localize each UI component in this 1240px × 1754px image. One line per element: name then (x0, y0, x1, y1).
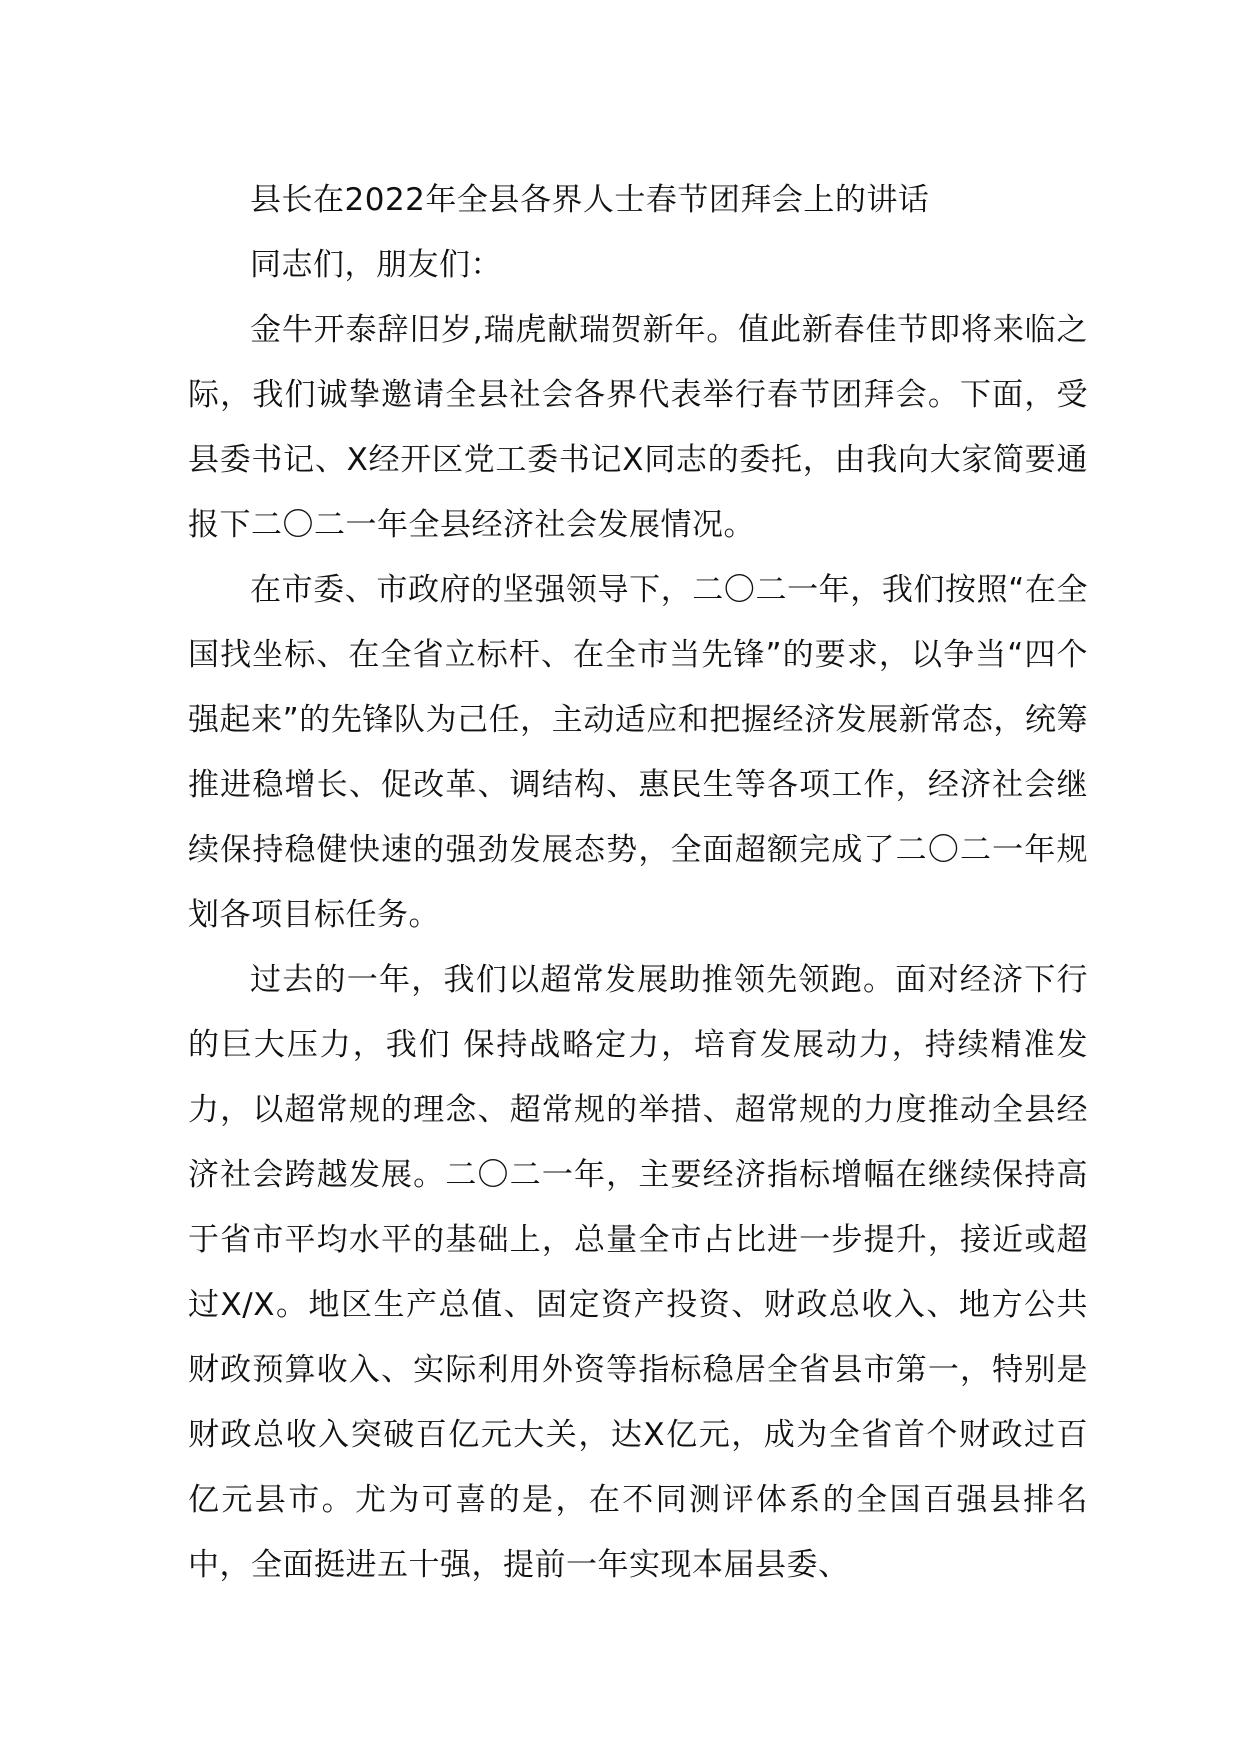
speech-title: 县长在2022年全县各界人士春节团拜会上的讲话 (250, 182, 930, 218)
document-body (188, 168, 1088, 1598)
paragraph-opening: 金牛开泰辞旧岁,瑞虎献瑞贺新年。值此新春佳节即将来临之际，我们诚挚邀请全县社会各界代表举行春节团拜会。下面，受县委书记、X经开区党工委书记X同志的委托，由我向大家简要通报下二〇二一年全县经济社会发展情况。 (188, 312, 1088, 543)
paragraph-leadership: 在市委、市政府的坚强领导下，二〇二一年，我们按照“在全国找坐标、在全省立标杆、在全市当先锋”的要求，以争当“四个强起来”的先锋队为己任，主动适应和把握经济发展新常态，统筹推进稳增长、促改革、调结构、惠民生等各项工作，经济社会继续保持稳健快速的强劲发展态势，全面超额完成了二〇二一年规划各项目标任务。 (188, 572, 1088, 933)
paragraph-review: 过去的一年，我们以超常发展助推领先领跑。面对经济下行的巨大压力，我们 保持战略定力，培育发展动力，持续精准发力，以超常规的理念、超常规的举措、超常规的力度推动全县经济社会跨越发展。二〇二一年，主要经济指标增幅在继续保持高于省市平均水平的基础上，总量全市占比进一步提升，接近或超过X/X。地区生产总值、固定资产投资、财政总收入、地方公共财政预算收入、实际利用外资等指标稳居全省县市第一，特别是财政总收入突破百亿元大关，达X亿元，成为全省首个财政过百亿元县市。尤为可喜的是，在不同测评体系的全国百强县排名中，全面挺进五十强，提前一年实现本届县委、 (188, 962, 1088, 1583)
speech-greeting: 同志们，朋友们： (250, 247, 502, 283)
